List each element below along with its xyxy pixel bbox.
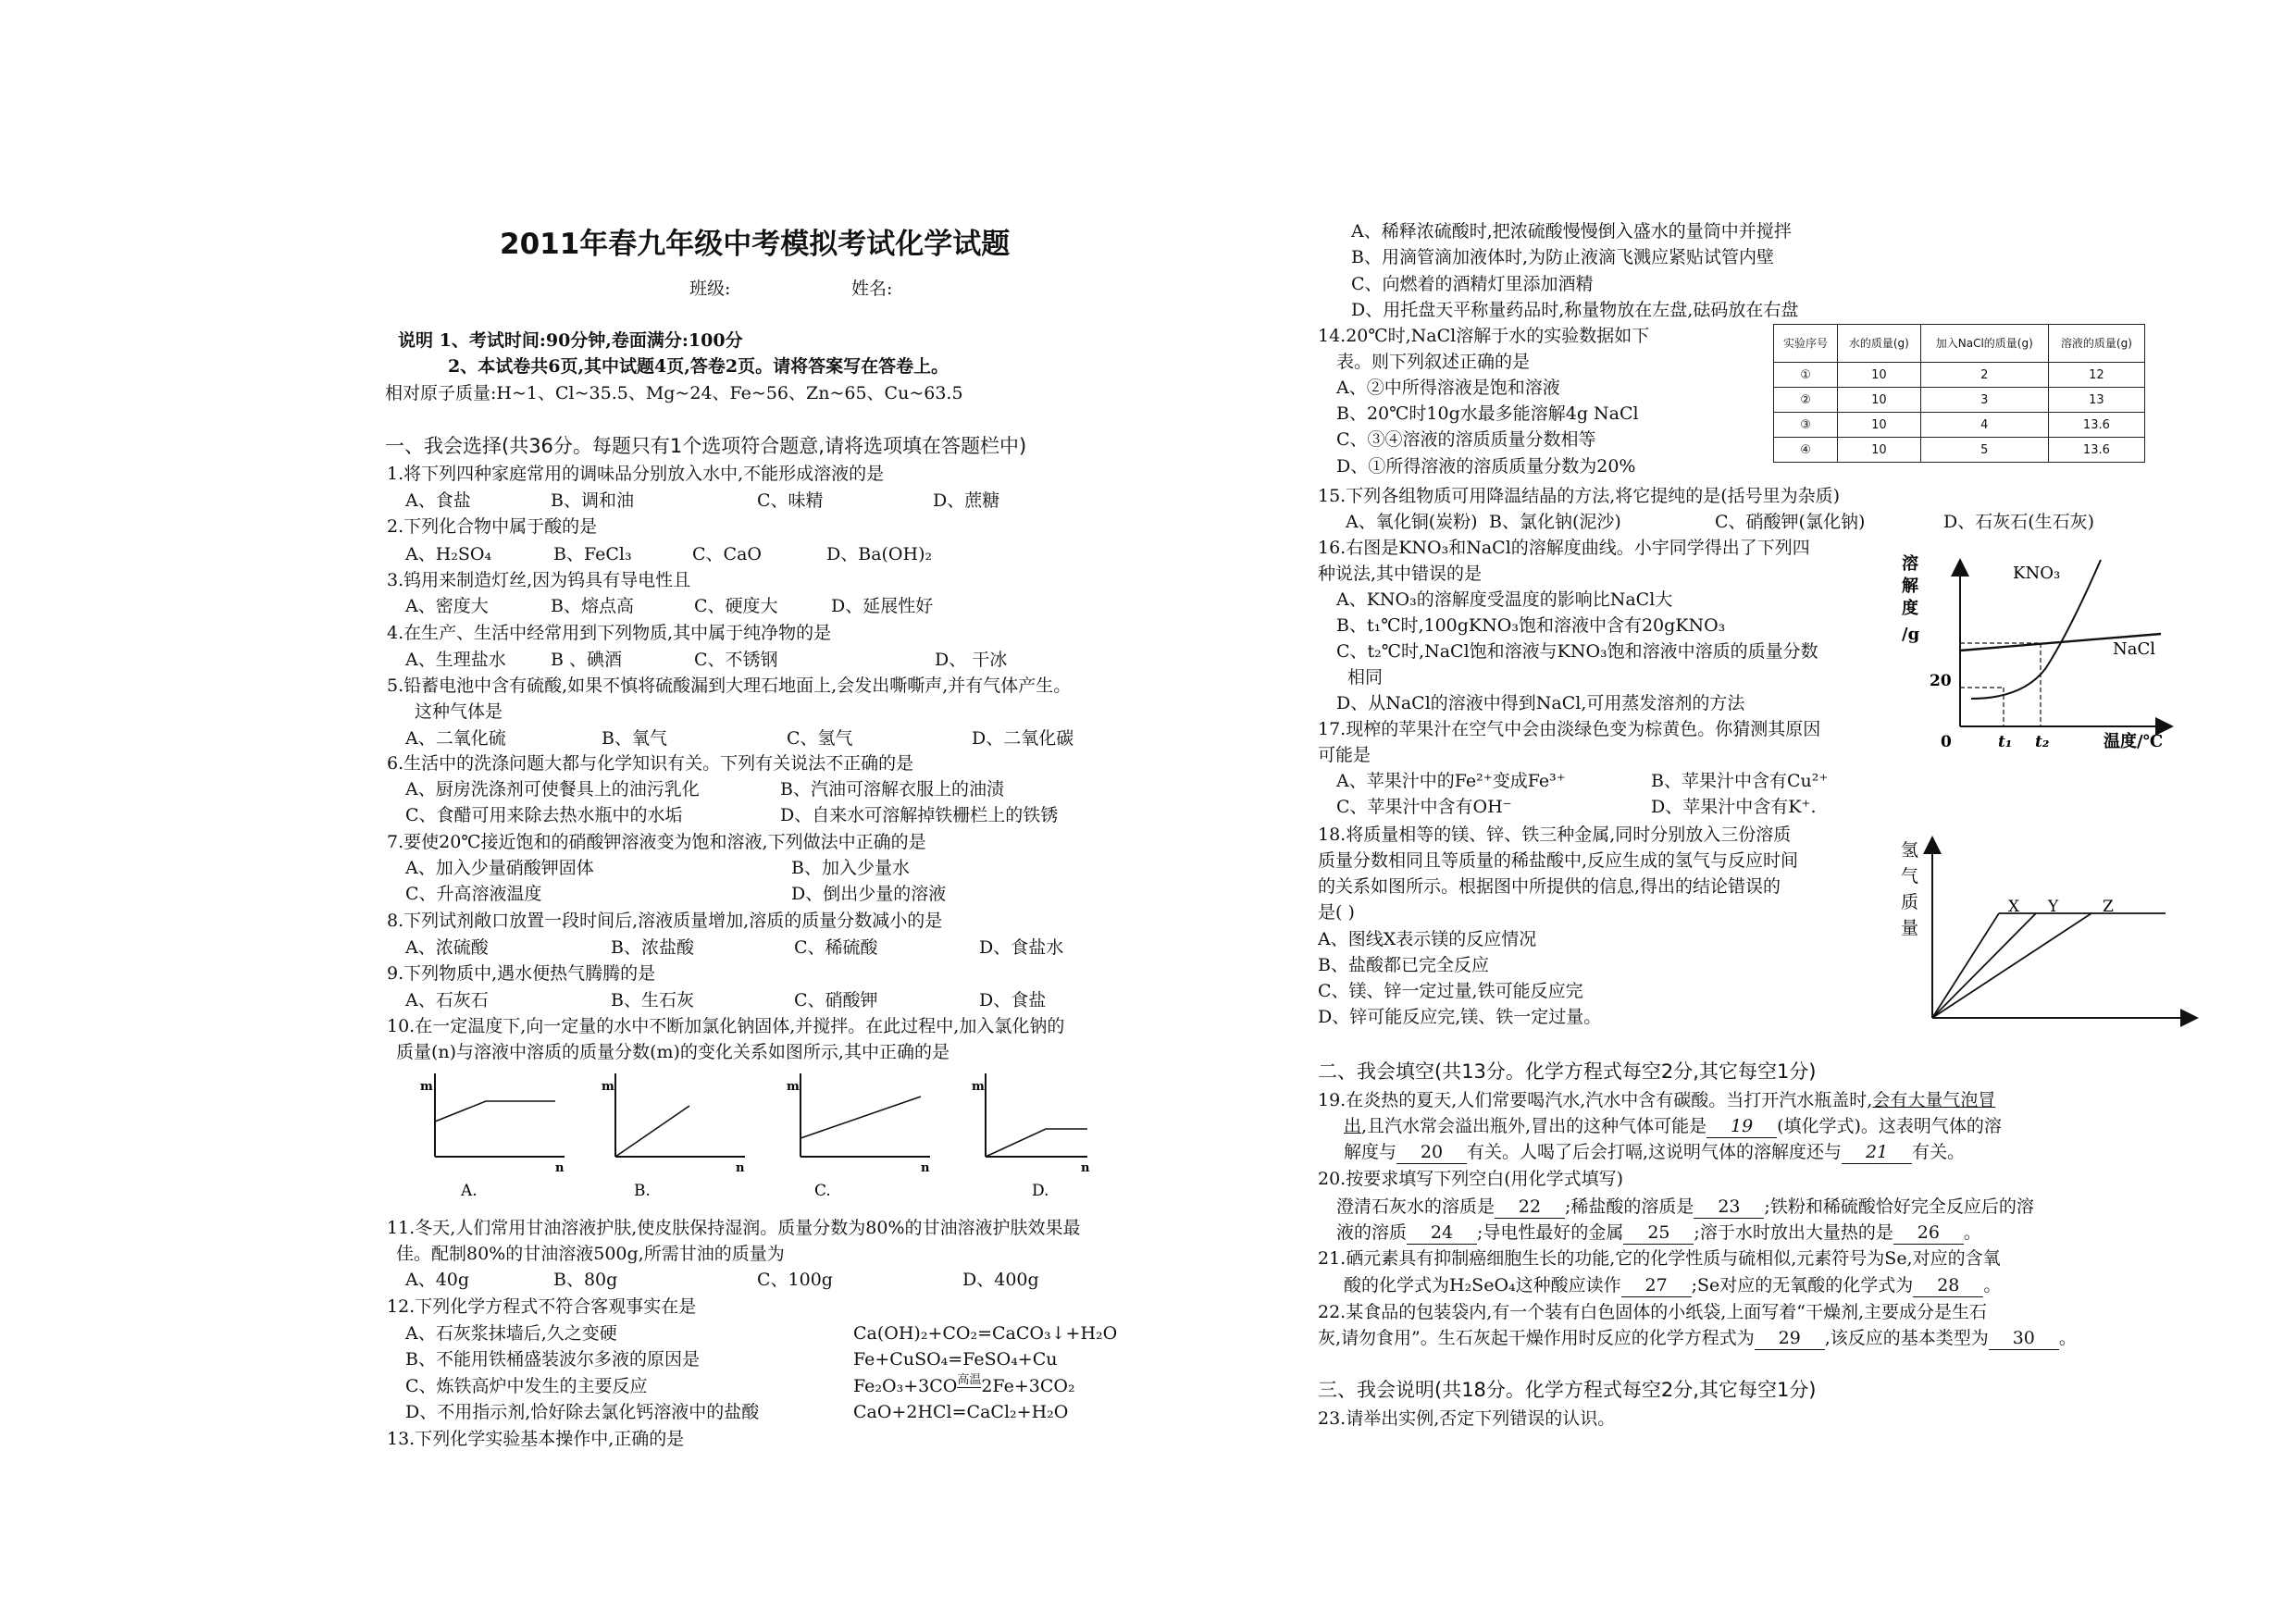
q6-option: B、汽油可溶解衣服上的油渍 [780, 779, 1004, 800]
q12: 12.下列化学方程式不符合客观事实在是 [387, 1296, 697, 1317]
q20-text: ;铁粉和稀硫酸恰好完全反应后的溶 [1764, 1196, 2034, 1217]
q8-option: B、浓盐酸 [611, 937, 694, 958]
q4-option: D、 干冰 [935, 650, 1008, 670]
class-label: 班级: [689, 279, 731, 299]
q6-option: D、自来水可溶解掉铁栅栏上的铁锈 [780, 805, 1059, 825]
table-cell: 3 [1920, 388, 2048, 413]
q5-option: D、二氧化碳 [972, 728, 1074, 749]
q10-axis-y: m [420, 1080, 433, 1094]
q2-option: A、H₂SO₄ [405, 544, 492, 564]
exam-note-2: 2、本试卷共6页,其中试题4页,答卷2页。请将答案写在答卷上。 [448, 356, 949, 377]
blank-27[interactable]: 27 [1621, 1274, 1692, 1297]
q12-equation [853, 1375, 1075, 1400]
q4-option: B 、碘酒 [551, 650, 623, 670]
table-row [1774, 438, 2145, 463]
q13: 13.下列化学实验基本操作中,正确的是 [387, 1429, 685, 1449]
q20-text: 澄清石灰水的溶质是 [1336, 1196, 1496, 1217]
table-cell: 13.6 [2048, 438, 2144, 463]
atomic-mass: 相对原子质量:H~1、Cl~35.5、Mg~24、Fe~56、Zn~65、Cu~63.5 [385, 383, 963, 403]
q16-option-cont: 相同 [1347, 667, 1384, 688]
q3-option: B、熔点高 [551, 596, 634, 616]
q17-option: D、苹果汁中含有K⁺. [1651, 797, 1817, 817]
q5-option: B、氧气 [602, 728, 667, 749]
q16-option: D、从NaCl的溶液中得到NaCl,可用蒸发溶剂的方法 [1336, 693, 1745, 713]
q5-cont: 这种气体是 [415, 701, 503, 722]
q15: 15.下列各组物质可用降温结晶的方法,将它提纯的是(括号里为杂质) [1318, 486, 1841, 506]
q16-tick-20: 20 [1930, 672, 1952, 690]
q20-text: ;导电性最好的金属 [1477, 1222, 1624, 1243]
q16-xlabel: 温度/℃ [2104, 732, 2164, 751]
q22-text: 灰,请勿食用”。生石灰起干燥作用时反应的化学方程式为 [1318, 1328, 1755, 1348]
q10-cont: 质量(n)与溶液中溶质的质量分数(m)的变化关系如图所示,其中正确的是 [396, 1042, 949, 1062]
table-cell: 13.6 [2048, 413, 2144, 438]
q10-label-a: A. [461, 1182, 478, 1200]
q18-option: A、图线X表示镁的反应情况 [1318, 929, 1537, 949]
q20-text: 。 [1963, 1222, 1981, 1243]
page-title: 2011年春九年级中考模拟考试化学试题 [500, 228, 1011, 261]
table-header-row [1774, 325, 2145, 363]
q23: 23.请举出实例,否定下列错误的认识。 [1318, 1408, 1616, 1429]
table-header-cell: 水的质量(g) [1838, 325, 1921, 363]
q9: 9.下列物质中,遇水便热气腾腾的是 [387, 963, 656, 984]
q16-nacl-label: NaCl [2113, 639, 2156, 659]
q21: 21.硒元素具有抑制癌细胞生长的功能,它的化学性质与硫相似,元素符号为Se,对应的含氧 [1318, 1248, 2001, 1269]
q4-option: A、生理盐水 [405, 650, 506, 670]
q7-option: C、升高溶液温度 [405, 884, 542, 904]
q8: 8.下列试剂敞口放置一段时间后,溶液质量增加,溶质的质量分数减小的是 [387, 911, 943, 931]
q16-ylabel: /g [1902, 625, 1920, 644]
q17-option: B、苹果汁中含有Cu²⁺ [1651, 771, 1829, 791]
q20-text: ;稀盐酸的溶质是 [1565, 1196, 1694, 1217]
table-cell: ② [1774, 388, 1838, 413]
q12-equation: CaO+2HCl=CaCl₂+H₂O [853, 1402, 1069, 1422]
q11-option: D、400g [962, 1270, 1039, 1290]
q12-eq-lhs: Fe₂O₃+3CO [853, 1376, 958, 1396]
table-cell: 10 [1838, 388, 1921, 413]
q6-option: A、厨房洗涤剂可使餐具上的油污乳化 [405, 779, 700, 800]
q16-solubility-graph [1883, 551, 2179, 754]
q16-option: B、t₁℃时,100gKNO₃饱和溶液中含有20gKNO₃ [1336, 615, 1726, 636]
q12-equation: Ca(OH)₂+CO₂=CaCO₃↓+H₂O [853, 1323, 1118, 1344]
q10-label-d: D. [1032, 1182, 1049, 1200]
q19-cont [1344, 1115, 2002, 1138]
table-cell: 10 [1838, 363, 1921, 388]
table-cell: 10 [1838, 438, 1921, 463]
exam-note-1: 说明 1、考试时间:90分钟,卷面满分:100分 [398, 330, 743, 351]
q16-kno3-label: KNO₃ [2013, 564, 2061, 583]
section-3-title: 三、我会说明(共18分。化学方程式每空2分,其它每空1分) [1318, 1379, 1817, 1401]
q11-option: B、80g [553, 1270, 618, 1290]
q15-option: B、氯化钠(泥沙) [1489, 512, 1621, 532]
table-cell: 10 [1838, 413, 1921, 438]
section-2-title: 二、我会填空(共13分。化学方程式每空2分,其它每空1分) [1318, 1060, 1817, 1083]
q10: 10.在一定温度下,向一定量的水中不断加氯化钠固体,并搅拌。在此过程中,加入氯化钠的 [387, 1016, 1065, 1036]
q9-option: B、生石灰 [611, 990, 694, 1010]
q10-graphs [407, 1064, 1092, 1203]
q12-option: C、炼铁高炉中发生的主要反应 [405, 1376, 648, 1396]
blank-29[interactable]: 29 [1755, 1327, 1825, 1350]
q14-option: A、②中所得溶液是饱和溶液 [1336, 378, 1560, 398]
q12-option: D、不用指示剂,恰好除去氯化钙溶液中的盐酸 [405, 1402, 760, 1422]
table-header-cell: 加入NaCl的质量(g) [1920, 325, 2048, 363]
q20-text: ;溶于水时放出大量热的是 [1694, 1222, 1893, 1243]
q7: 7.要使20℃接近饱和的硝酸钾溶液变为饱和溶液,下列做法中正确的是 [387, 832, 926, 852]
table-row [1774, 388, 2145, 413]
q16-origin: 0 [1941, 733, 1952, 751]
section-1-title: 一、我会选择(共36分。每题只有1个选项符合题意,请将选项填在答题栏中) [385, 435, 1027, 457]
q16-cont: 种说法,其中错误的是 [1318, 564, 1483, 584]
q19-text: 19.在炎热的夏天,人们常要喝汽水,汽水中含有碳酸。当打开汽水瓶盖时, [1318, 1090, 1873, 1110]
q19-text: (填化学式)。这表明气体的溶 [1777, 1116, 2002, 1136]
q7-option: B、加入少量水 [791, 858, 910, 878]
q3-option: C、硬度大 [694, 596, 778, 616]
q7-option: D、倒出少量的溶液 [791, 884, 947, 904]
q18-ylabel: 氢 [1901, 840, 1919, 861]
q19 [1318, 1089, 1995, 1111]
q21-cont [1344, 1274, 2001, 1297]
blank-26[interactable]: 26 [1893, 1221, 1964, 1245]
q20-text: 液的溶质 [1336, 1222, 1408, 1243]
q14-option: C、③④溶液的溶质质量分数相等 [1336, 429, 1596, 450]
q21-text: 酸的化学式为H₂SeO₄这种酸应读作 [1344, 1275, 1621, 1295]
blank-19[interactable]: 19 [1706, 1115, 1777, 1138]
table-header-cell: 实验序号 [1774, 325, 1838, 363]
q18-ylabel: 气 [1901, 866, 1919, 886]
q18-line-z: Z [2103, 898, 2114, 916]
q18: 18.将质量相等的镁、锌、铁三种金属,同时分别放入三份溶质 [1318, 824, 1792, 845]
q10-axis-x: n [1081, 1161, 1090, 1175]
q11: 11.冬天,人们常用甘油溶液护肤,使皮肤保持湿润。质量分数为80%的甘油溶液护肤效果最 [387, 1218, 1081, 1238]
table-row [1774, 413, 2145, 438]
q18-option: C、镁、锌一定过量,铁可能反应完 [1318, 981, 1583, 1001]
table-header-cell: 溶液的质量(g) [2048, 325, 2144, 363]
q19-cont [1344, 1141, 1965, 1164]
q20: 20.按要求填写下列空白(用化学式填写) [1318, 1169, 1624, 1189]
table-cell: 12 [2048, 363, 2144, 388]
q10-axis-y: m [972, 1080, 985, 1094]
q18-cont: 是( ) [1318, 902, 1355, 923]
q11-option: A、40g [405, 1270, 470, 1290]
blank-21[interactable]: 21 [1842, 1141, 1912, 1164]
q13-option: B、用滴管滴加液体时,为防止液滴飞溅应紧贴试管内壁 [1351, 247, 1775, 267]
q22: 22.某食品的包装袋内,有一个装有白色固体的小纸袋,上面写着“干燥剂,主要成分是生石 [1318, 1302, 1988, 1322]
blank-23[interactable]: 23 [1694, 1196, 1764, 1219]
q19-underlined: 会有大量气泡冒 [1872, 1090, 1996, 1110]
q12-option: A、石灰浆抹墙后,久之变硬 [405, 1323, 617, 1344]
q18-hydrogen-graph [1897, 828, 2203, 1036]
q10-axis-x: n [921, 1161, 930, 1175]
q9-option: C、硝酸钾 [794, 990, 878, 1010]
q8-option: D、食盐水 [979, 937, 1064, 958]
q3: 3.钨用来制造灯丝,因为钨具有导电性且 [387, 570, 691, 590]
q18-ylabel: 量 [1901, 918, 1919, 938]
q9-option: D、食盐 [979, 990, 1047, 1010]
q10-graph-c [787, 1073, 930, 1175]
q5-option: C、氢气 [787, 728, 853, 749]
q22-text: ,该反应的基本类型为 [1824, 1328, 1989, 1348]
q10-graph-d [972, 1073, 1090, 1175]
q18-cont: 的关系如图所示。根据图中所提供的信息,得出的结论错误的 [1318, 876, 1781, 897]
q16-ylabel: 溶 [1902, 554, 1918, 574]
q1-option: A、食盐 [405, 490, 471, 511]
name-label: 姓名: [851, 279, 893, 299]
q1-option: D、蔗糖 [933, 490, 1000, 511]
q17: 17.现榨的苹果汁在空气中会由淡绿色变为棕黄色。你猜测其原因 [1318, 719, 1821, 739]
q18-option: D、锌可能反应完,镁、铁一定过量。 [1318, 1007, 1602, 1027]
q8-option: C、稀硫酸 [794, 937, 878, 958]
q14-option: D、①所得溶液的溶质质量分数为20% [1336, 456, 1636, 477]
q1-option: B、调和油 [551, 490, 634, 511]
q18-line-y: Y [2048, 898, 2059, 916]
q11-option: C、100g [757, 1270, 833, 1290]
q16-ylabel: 度 [1902, 599, 1918, 618]
table-cell: 13 [2048, 388, 2144, 413]
q21-text: 。 [1983, 1275, 2002, 1295]
q19-text: ,且汽水常会溢出瓶外,冒出的这种气体可能是 [1361, 1116, 1707, 1136]
q11-cont: 佳。配制80%的甘油溶液500g,所需甘油的质量为 [396, 1244, 785, 1264]
q19-text: 解度与 [1344, 1142, 1397, 1162]
blank-30[interactable]: 30 [1989, 1327, 2059, 1350]
q19-text: 有关。人喝了后会打嗝,这说明气体的溶解度还与 [1467, 1142, 1843, 1162]
q1: 1.将下列四种家庭常用的调味品分别放入水中,不能形成溶液的是 [387, 464, 885, 484]
blank-24[interactable]: 24 [1407, 1221, 1477, 1245]
q6: 6.生活中的洗涤问题大都与化学知识有关。下列有关说法不正确的是 [387, 753, 914, 774]
q16-ylabel: 解 [1902, 576, 1918, 596]
table-cell: 2 [1920, 363, 2048, 388]
q2-option: D、Ba(OH)₂ [826, 544, 933, 564]
q15-option: A、氧化铜(炭粉) [1346, 512, 1478, 532]
q22-text: 。 [2058, 1328, 2077, 1348]
q9-option: A、石灰石 [405, 990, 489, 1010]
q3-option: A、密度大 [405, 596, 489, 616]
q17-cont: 可能是 [1318, 745, 1371, 765]
q14-option: B、20℃时10g水最多能溶解4g NaCl [1336, 403, 1639, 424]
q12-equation: Fe+CuSO₄=FeSO₄+Cu [853, 1349, 1058, 1370]
q16-option: C、t₂℃时,NaCl饱和溶液与KNO₃饱和溶液中溶质的质量分数 [1336, 641, 1818, 662]
q3-option: D、延展性好 [831, 596, 934, 616]
q10-label-b: B. [634, 1182, 651, 1200]
q2-option: C、CaO [692, 544, 762, 564]
q14-cont: 表。则下列叙述正确的是 [1336, 352, 1531, 372]
blank-22[interactable]: 22 [1495, 1196, 1565, 1219]
blank-20[interactable]: 20 [1396, 1141, 1467, 1164]
q4-option: C、不锈钢 [694, 650, 778, 670]
q17-option: C、苹果汁中含有OH⁻ [1336, 797, 1512, 817]
q14: 14.20℃时,NaCl溶解于水的实验数据如下 [1318, 326, 1650, 346]
q20-line-1 [1336, 1196, 2034, 1219]
table-row [1774, 363, 2145, 388]
q13-option: C、向燃着的酒精灯里添加酒精 [1351, 274, 1594, 294]
q8-option: A、浓硫酸 [405, 937, 489, 958]
table-cell: ④ [1774, 438, 1838, 463]
table-cell: ③ [1774, 413, 1838, 438]
q4: 4.在生产、生活中经常用到下列物质,其中属于纯净物的是 [387, 623, 832, 643]
q20-line-2 [1336, 1221, 1981, 1245]
q2: 2.下列化合物中属于酸的是 [387, 516, 598, 537]
q19-underlined: 出 [1344, 1116, 1362, 1136]
blank-28[interactable]: 28 [1913, 1274, 1983, 1297]
q6-option: C、食醋可用来除去热水瓶中的水垢 [405, 805, 683, 825]
q17-option: A、苹果汁中的Fe²⁺变成Fe³⁺ [1336, 771, 1566, 791]
q18-option: B、盐酸都已完全反应 [1318, 955, 1489, 975]
q7-option: A、加入少量硝酸钾固体 [405, 858, 594, 878]
q16-t1: t₁ [1998, 733, 2013, 751]
q12-option: B、不能用铁桶盛装波尔多液的原因是 [405, 1349, 700, 1370]
q10-label-c: C. [814, 1182, 831, 1200]
q18-line-x: X [2008, 898, 2020, 916]
q1-option: C、味精 [757, 490, 824, 511]
q16-option: A、KNO₃的溶解度受温度的影响比NaCl大 [1336, 589, 1673, 610]
q21-text: ;Se对应的无氧酸的化学式为 [1691, 1275, 1914, 1295]
q12-eq-rhs: 2Fe+3CO₂ [981, 1376, 1075, 1396]
q13-option: A、稀释浓硫酸时,把浓硫酸慢慢倒入盛水的量筒中并搅拌 [1351, 221, 1792, 242]
q16-t2: t₂ [2035, 733, 2050, 751]
table-cell: 5 [1920, 438, 2048, 463]
q5: 5.铅蓄电池中含有硫酸,如果不慎将硫酸漏到大理石地面上,会发出嘶嘶声,并有气体产生。 [387, 676, 1072, 696]
q5-option: A、二氧化硫 [405, 728, 506, 749]
q22-cont [1318, 1327, 2077, 1350]
q13-option: D、用托盘天平称量药品时,称量物放在左盘,砝码放在右盘 [1351, 300, 1799, 320]
q16: 16.右图是KNO₃和NaCl的溶解度曲线。小宇同学得出了下列四 [1318, 538, 1810, 558]
q12-eq-condition: 高温 [957, 1373, 982, 1387]
q10-axis-x: n [555, 1161, 565, 1175]
q10-graph-b [602, 1073, 745, 1175]
q10-axis-x: n [736, 1161, 745, 1175]
q10-axis-y: m [602, 1080, 614, 1094]
q10-graph-a [420, 1073, 565, 1175]
q18-cont: 质量分数相同且等质量的稀盐酸中,反应生成的氢气与反应时间 [1318, 850, 1799, 871]
q15-option: C、硝酸钾(氯化钠) [1715, 512, 1866, 532]
q2-option: B、FeCl₃ [553, 544, 632, 564]
q15-option: D、石灰石(生石灰) [1943, 512, 2095, 532]
q10-axis-y: m [787, 1080, 800, 1094]
q14-data-table [1773, 324, 2145, 463]
q18-ylabel: 质 [1901, 892, 1919, 912]
table-cell: 4 [1920, 413, 2048, 438]
blank-25[interactable]: 25 [1623, 1221, 1694, 1245]
q19-text: 有关。 [1912, 1142, 1966, 1162]
table-cell: ① [1774, 363, 1838, 388]
